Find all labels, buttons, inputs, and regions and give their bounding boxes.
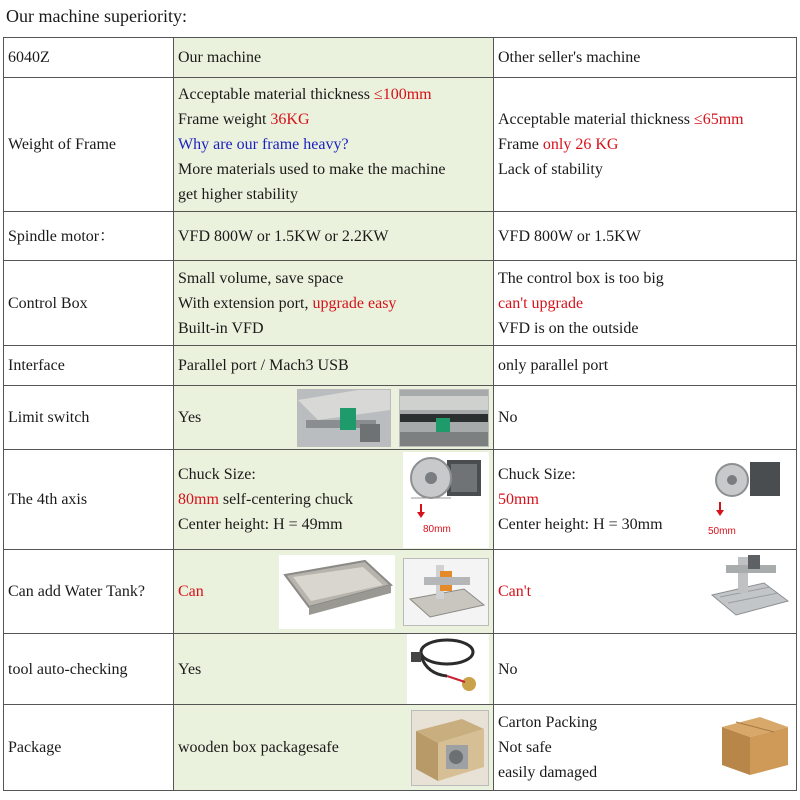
axis4-other-line-3: Center height: H = 30mm xyxy=(498,516,663,533)
row-label-package: Package xyxy=(4,705,174,791)
row-label-4th-axis: The 4th axis xyxy=(4,450,174,550)
package-ours-cell xyxy=(174,705,494,791)
package-other-line-2: Not safe xyxy=(498,739,552,756)
tool-ours: Yes xyxy=(178,660,202,678)
table-row-4th-axis xyxy=(4,450,797,550)
table-row-tool-check xyxy=(4,634,797,705)
control-ours-cell xyxy=(174,261,494,346)
frame-ours-thickness: ≤100mm xyxy=(373,86,432,103)
rotary-axis-50mm-photo xyxy=(700,452,792,548)
frame-other-line-2: Frame only 26 KG xyxy=(498,136,619,153)
cnc-with-water-tank-photo xyxy=(403,558,489,626)
control-ours-line-1: Small volume, save space xyxy=(178,269,344,287)
frame-ours-line-2: Frame weight 36KG xyxy=(178,111,310,128)
package-ours: wooden box packagesafe xyxy=(178,739,339,756)
package-other-cell xyxy=(494,705,797,791)
frame-ours-line-1: Acceptable material thickness ≤100mm xyxy=(178,86,432,103)
table-row-frame xyxy=(4,78,797,212)
package-other-line-3: easily damaged xyxy=(498,764,598,781)
rotary-axis-50mm-label: 50mm xyxy=(708,525,736,537)
axis4-ours-chuck-size: 80mm xyxy=(178,491,219,508)
cnc-without-water-tank-photo xyxy=(708,551,792,633)
row-label-tool-check: tool auto-checking xyxy=(4,634,174,705)
row-label-interface: Interface xyxy=(4,346,174,386)
control-other-cell xyxy=(494,261,797,346)
water-other: Can't xyxy=(498,583,532,600)
control-other-line-1: The control box is too big xyxy=(498,269,664,287)
frame-other-weight: only 26 KG xyxy=(542,136,619,153)
interface-other: only parallel port xyxy=(494,346,797,386)
limit-switch-photo-2 xyxy=(399,389,489,447)
row-label-spindle: Spindle motor： xyxy=(4,212,174,261)
table-row-interface xyxy=(4,346,797,386)
frame-ours-line-5: get higher stability xyxy=(178,186,298,203)
spindle-other: VFD 800W or 1.5KW xyxy=(494,212,797,261)
header-our-machine: Our machine xyxy=(174,38,494,78)
axis4-ours-cell xyxy=(174,450,494,550)
axis4-other-cell xyxy=(494,450,797,550)
row-label-control: Control Box xyxy=(4,261,174,346)
frame-other-thickness: ≤65mm xyxy=(693,111,744,128)
tool-sensor-photo xyxy=(407,634,489,704)
water-tank-photos xyxy=(279,555,489,629)
table-row-package xyxy=(4,705,797,791)
tool-ours-cell xyxy=(174,634,494,705)
control-ours-line-2: With extension port, upgrade easy xyxy=(178,294,397,312)
limit-other: No xyxy=(494,386,797,450)
control-other-line-2: can't upgrade xyxy=(498,294,584,312)
row-label-water-tank: Can add Water Tank? xyxy=(4,550,174,634)
water-tank-photo xyxy=(279,555,395,629)
water-other-cell xyxy=(494,550,797,634)
wooden-box-photo xyxy=(411,710,489,786)
limit-ours: Yes xyxy=(178,409,202,426)
limit-switch-photo-1 xyxy=(297,389,391,447)
package-other-line-1: Carton Packing xyxy=(498,714,598,731)
control-ours-upgrade: upgrade easy xyxy=(312,294,397,312)
water-ours: Can xyxy=(178,583,204,600)
rotary-axis-80mm-photo xyxy=(403,452,489,548)
control-ours-line-3: Built-in VFD xyxy=(178,319,264,337)
table-row-limit xyxy=(4,386,797,450)
header-other-machine: Other seller's machine xyxy=(494,38,797,78)
header-model: 6040Z xyxy=(4,38,174,78)
frame-ours-line-4: More materials used to make the machine xyxy=(178,161,446,178)
table-header-row xyxy=(4,38,797,78)
axis4-ours-line-2: 80mm self-centering chuck xyxy=(178,491,354,508)
frame-ours-weight: 36KG xyxy=(270,111,310,128)
row-label-frame: Weight of Frame xyxy=(4,78,174,212)
row-label-limit: Limit switch xyxy=(4,386,174,450)
interface-ours: Parallel port / Mach3 USB xyxy=(174,346,494,386)
table-row-control xyxy=(4,261,797,346)
comparison-table xyxy=(3,37,797,791)
frame-ours-cell xyxy=(174,78,494,212)
axis4-ours-line-1: Chuck Size: xyxy=(178,466,256,483)
rotary-axis-80mm-label: 80mm xyxy=(423,523,451,535)
water-ours-cell xyxy=(174,550,494,634)
frame-ours-question: Why are our frame heavy? xyxy=(178,136,349,153)
tool-other: No xyxy=(494,634,797,705)
frame-other-line-3: Lack of stability xyxy=(498,161,603,178)
axis4-other-line-1: Chuck Size: xyxy=(498,466,576,483)
spindle-ours: VFD 800W or 1.5KW or 2.2KW xyxy=(174,212,494,261)
table-row-spindle xyxy=(4,212,797,261)
carton-box-photo xyxy=(716,709,792,787)
axis4-ours-line-3: Center height: H = 49mm xyxy=(178,516,343,533)
limit-switch-photos xyxy=(297,389,489,447)
frame-other-line-1: Acceptable material thickness ≤65mm xyxy=(498,111,744,128)
table-row-water-tank xyxy=(4,550,797,634)
frame-other-cell xyxy=(494,78,797,212)
page-title: Our machine superiority: xyxy=(6,6,187,26)
control-other-line-3: VFD is on the outside xyxy=(498,319,639,337)
axis4-other-chuck-size: 50mm xyxy=(498,491,539,508)
limit-ours-cell xyxy=(174,386,494,450)
